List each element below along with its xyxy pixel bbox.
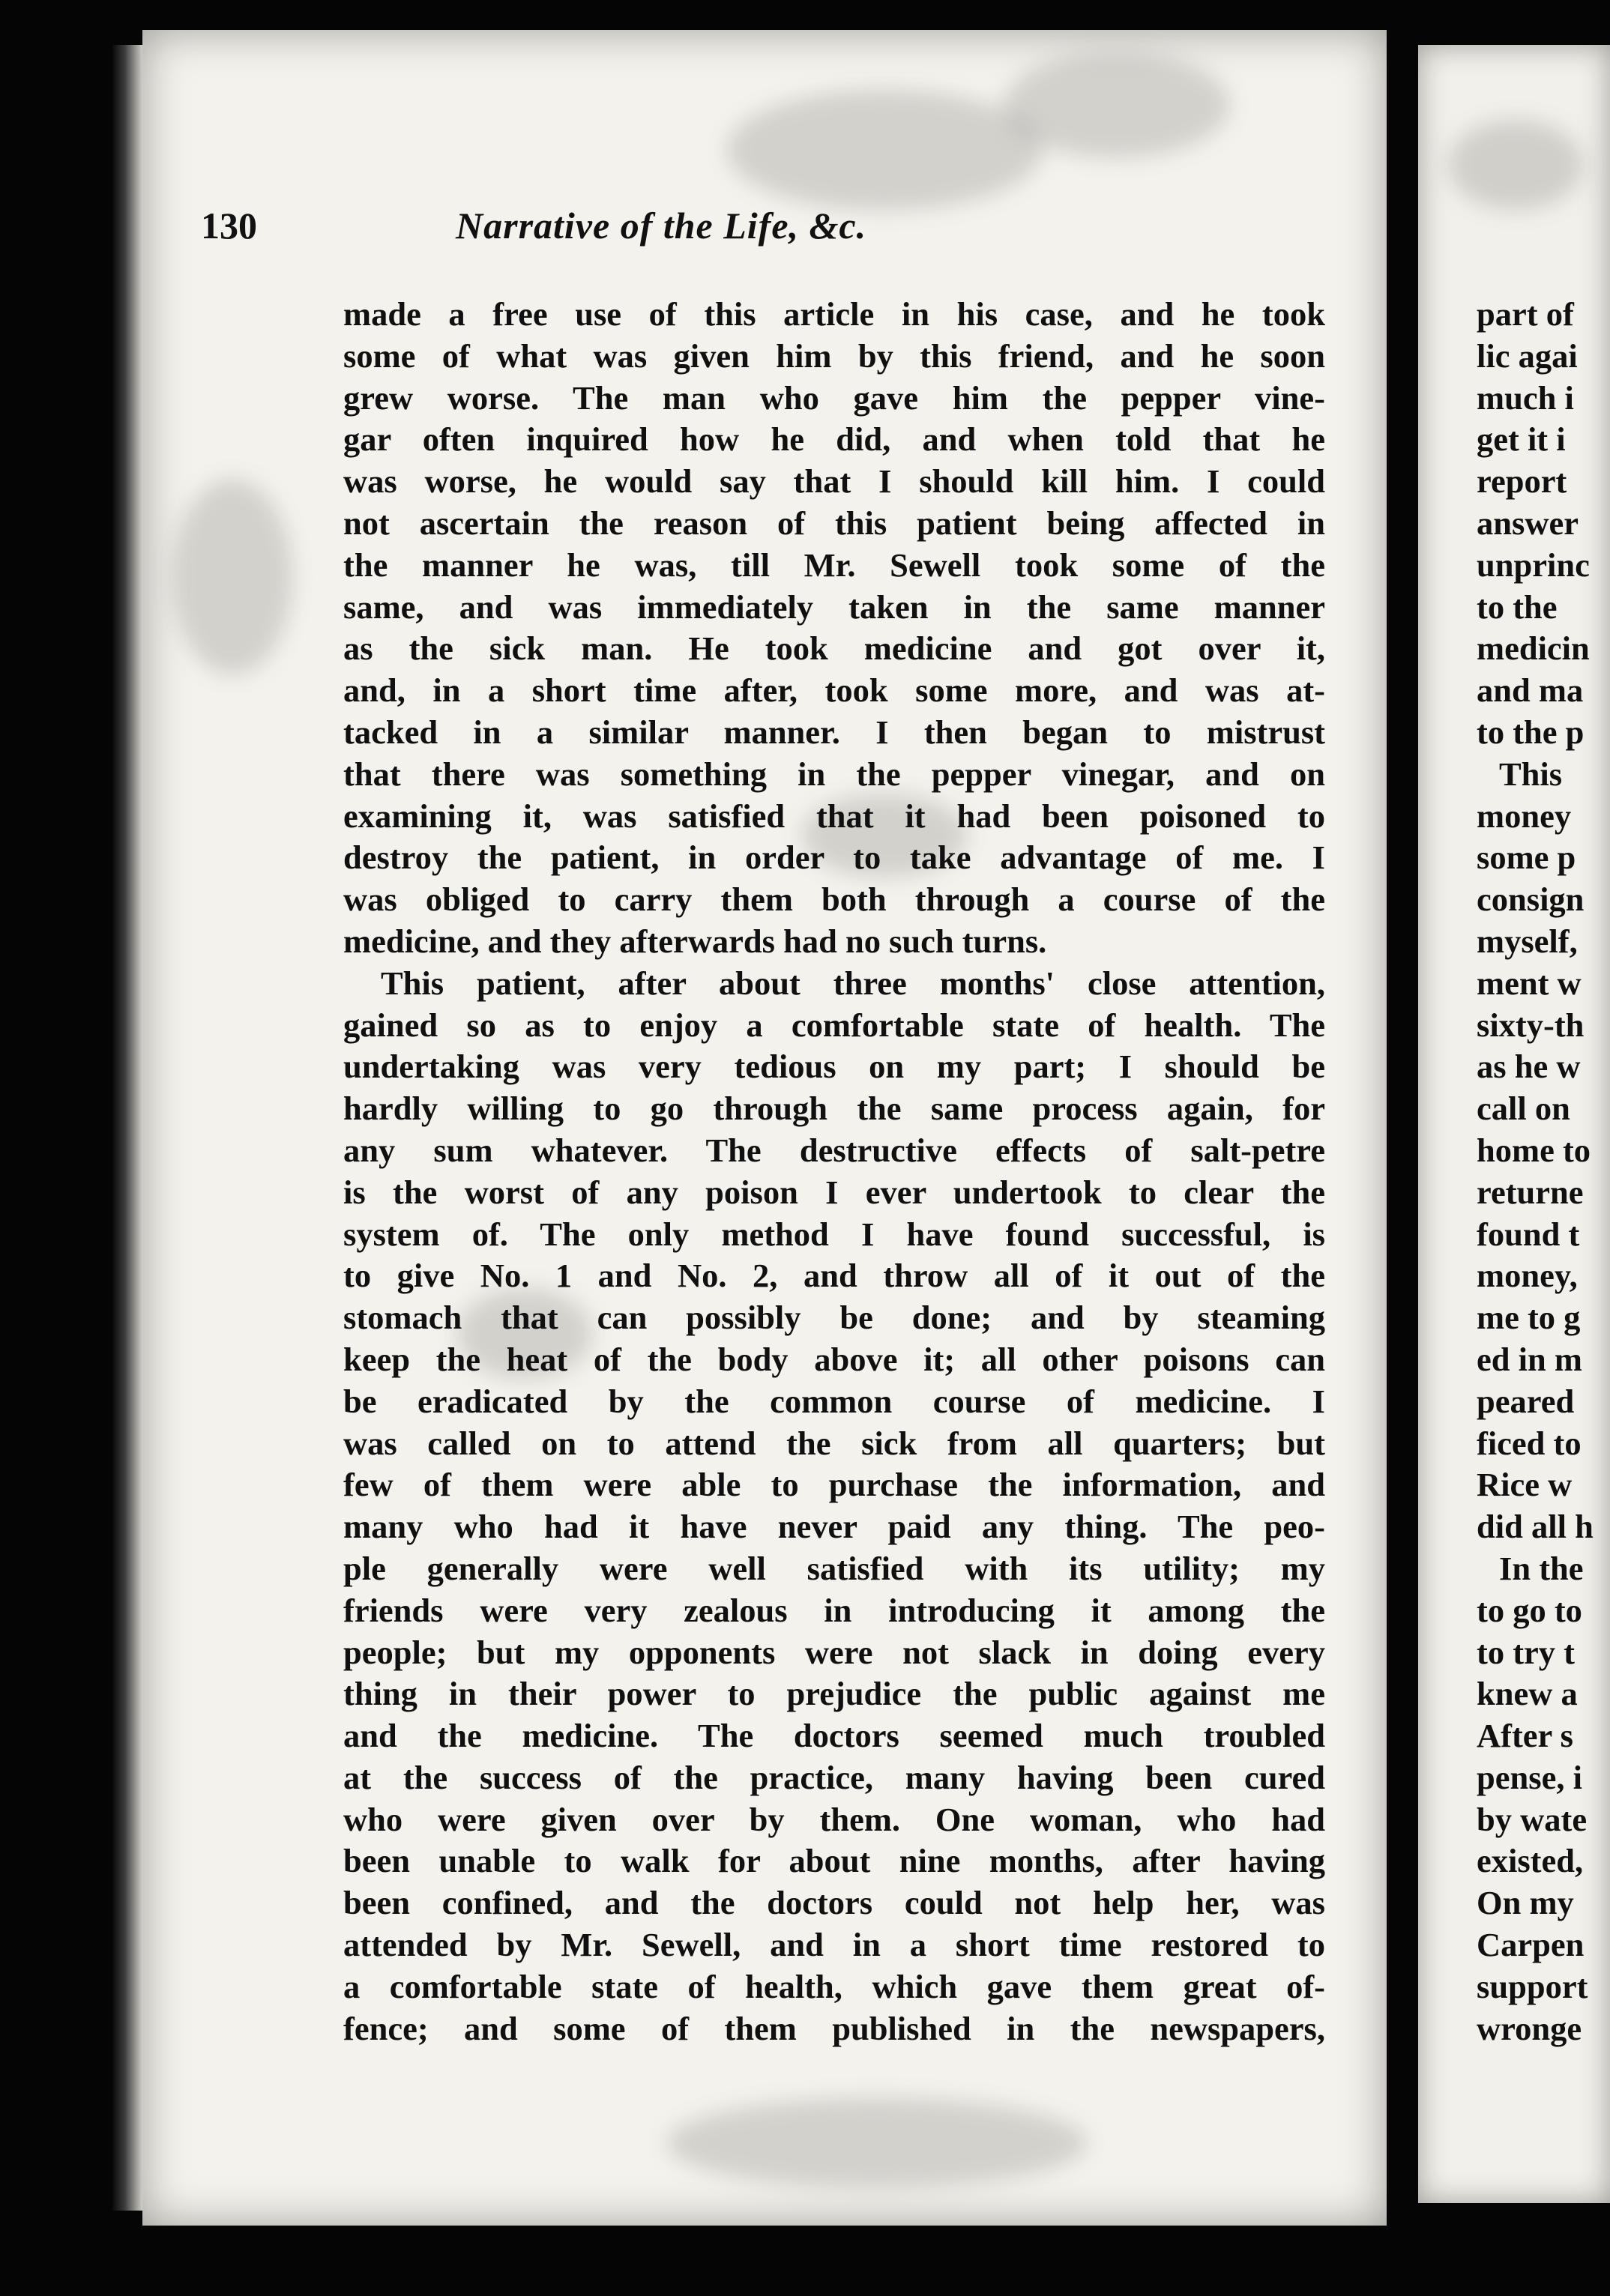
text-line: much i: [1477, 378, 1574, 417]
text-line: few of them were able to purchase the information, and: [343, 1466, 1325, 1504]
text-line: money: [1477, 797, 1572, 835]
text-line: consign: [1477, 880, 1585, 919]
text-line: thing in their power to prejudice the public against me: [343, 1675, 1325, 1713]
page-number: 130: [201, 205, 257, 247]
text-line: tacked in a similar manner. I then began to mistrust: [343, 713, 1325, 751]
text-line: to the p: [1477, 713, 1585, 751]
text-line: any sum whatever. The destructive effects of salt-petre: [343, 1131, 1325, 1169]
text-line: sixty-th: [1477, 1006, 1585, 1044]
text-line: hardly willing to go through the same process again, for: [343, 1090, 1325, 1128]
text-line: lic agai: [1477, 336, 1578, 375]
text-line: was called on to attend the sick from all quarters; but: [343, 1424, 1325, 1462]
ink-smudge: [1448, 120, 1583, 210]
text-line: On my: [1477, 1884, 1574, 1922]
text-line: some p: [1477, 839, 1576, 877]
text-line: keep the heat of the body above it; all other poisons can: [343, 1340, 1325, 1378]
text-line: undertaking was very tedious on my part; I should be: [343, 1048, 1325, 1086]
right-page-text: [1477, 294, 1610, 2049]
text-line: ple generally were well satisfied with its utility; my: [343, 1549, 1325, 1587]
text-line: In the: [1499, 1549, 1584, 1587]
text-line: is the worst of any poison I ever undertook to clear the: [343, 1173, 1325, 1211]
text-line: report: [1477, 462, 1567, 501]
text-line: money,: [1477, 1257, 1578, 1295]
running-head: Narrative of the Life, &c.: [456, 205, 867, 247]
text-line: been confined, and the doctors could not help her, was: [343, 1884, 1325, 1922]
text-line: returne: [1477, 1173, 1584, 1211]
text-line: call on: [1477, 1090, 1570, 1128]
text-line: as the sick man. He took medicine and got over it,: [343, 629, 1325, 668]
text-line: unprinc: [1477, 546, 1590, 584]
text-line: to try t: [1477, 1633, 1575, 1671]
text-line: support: [1477, 1967, 1588, 2005]
text-line: who were given over by them. One woman, who had: [343, 1800, 1325, 1838]
text-line: was obliged to carry them both through a course of the: [343, 880, 1325, 919]
text-line: existed,: [1477, 1842, 1584, 1880]
text-line: knew a: [1477, 1675, 1578, 1713]
text-line: attended by Mr. Sewell, and in a short time restored to: [343, 1926, 1325, 1964]
text-line: same, and was immediately taken in the same manner: [343, 587, 1325, 626]
text-line: examining it, was satisfied that it had been poisoned to: [343, 797, 1325, 835]
text-line: the manner he was, till Mr. Sewell took some of the: [343, 546, 1325, 584]
page-edge: [112, 45, 142, 2211]
ink-smudge: [727, 90, 1042, 210]
text-line: and, in a short time after, took some more, and was at-: [343, 671, 1325, 710]
text-line: as he w: [1477, 1048, 1581, 1086]
text-line: to give No. 1 and No. 2, and throw all of it out of the: [343, 1257, 1325, 1295]
text-line: Carpen: [1477, 1926, 1585, 1964]
text-line: that there was something in the pepper vinegar, and on: [343, 755, 1325, 793]
text-line: destroy the patient, in order to take advantage of me. I: [343, 839, 1325, 877]
text-line: some of what was given him by this friend, and he soon: [343, 336, 1325, 375]
text-line: ed in m: [1477, 1340, 1582, 1378]
text-line: pense, i: [1477, 1758, 1582, 1796]
text-line: fence; and some of them published in the newspapers,: [343, 2009, 1325, 2047]
text-line: to go to: [1477, 1591, 1582, 1629]
ink-smudge: [667, 2098, 1087, 2188]
text-line: gar often inquired how he did, and when told that he: [343, 420, 1325, 459]
text-line: grew worse. The man who gave him the pepper vine-: [343, 378, 1325, 417]
text-line: many who had it have never paid any thing. The peo-: [343, 1508, 1325, 1546]
page-header: [201, 204, 1325, 264]
text-line: peared: [1477, 1382, 1575, 1420]
text-line: stomach that can possibly be done; and by steaming: [343, 1299, 1325, 1337]
text-line: answer: [1477, 504, 1579, 542]
text-line: medicine, and they afterwards had no such turns.: [343, 922, 1047, 960]
text-line: medicin: [1477, 629, 1590, 668]
text-line: found t: [1477, 1215, 1580, 1253]
text-line: get it i: [1477, 420, 1566, 459]
ink-smudge: [172, 480, 292, 674]
text-line: by wate: [1477, 1800, 1588, 1838]
text-line: be eradicated by the common course of medicine. I: [343, 1382, 1325, 1420]
text-line: system of. The only method I have found successful, is: [343, 1215, 1325, 1253]
text-line: myself,: [1477, 922, 1578, 960]
text-line: After s: [1477, 1717, 1573, 1755]
text-line: This patient, after about three months' close attention,: [381, 964, 1325, 1002]
text-line: was worse, he would say that I should kill him. I could: [343, 462, 1325, 501]
text-line: and the medicine. The doctors seemed much troubled: [343, 1717, 1325, 1755]
text-line: people; but my opponents were not slack in doing every: [343, 1633, 1325, 1671]
text-line: ment w: [1477, 964, 1582, 1002]
text-line: made a free use of this article in his case, and he took: [343, 295, 1325, 333]
text-line: a comfortable state of health, which gave them great of-: [343, 1967, 1325, 2005]
text-line: home to: [1477, 1131, 1591, 1169]
body-text: [343, 294, 1325, 2049]
text-line: friends were very zealous in introducing it among the: [343, 1591, 1325, 1629]
text-line: Rice w: [1477, 1466, 1573, 1504]
ink-smudge: [1004, 52, 1229, 157]
text-line: at the success of the practice, many having been cured: [343, 1758, 1325, 1796]
text-line: ficed to: [1477, 1424, 1582, 1462]
text-line: This: [1499, 755, 1563, 793]
text-line: gained so as to enjoy a comfortable state of health. The: [343, 1006, 1325, 1044]
text-line: did all h: [1477, 1508, 1594, 1546]
text-line: and ma: [1477, 671, 1584, 710]
text-line: wronge: [1477, 2009, 1582, 2047]
text-line: part of: [1477, 295, 1574, 333]
text-line: been unable to walk for about nine months, after having: [343, 1842, 1325, 1880]
text-line: to the: [1477, 587, 1558, 626]
text-line: not ascertain the reason of this patient being affected in: [343, 504, 1325, 542]
text-line: me to g: [1477, 1299, 1581, 1337]
